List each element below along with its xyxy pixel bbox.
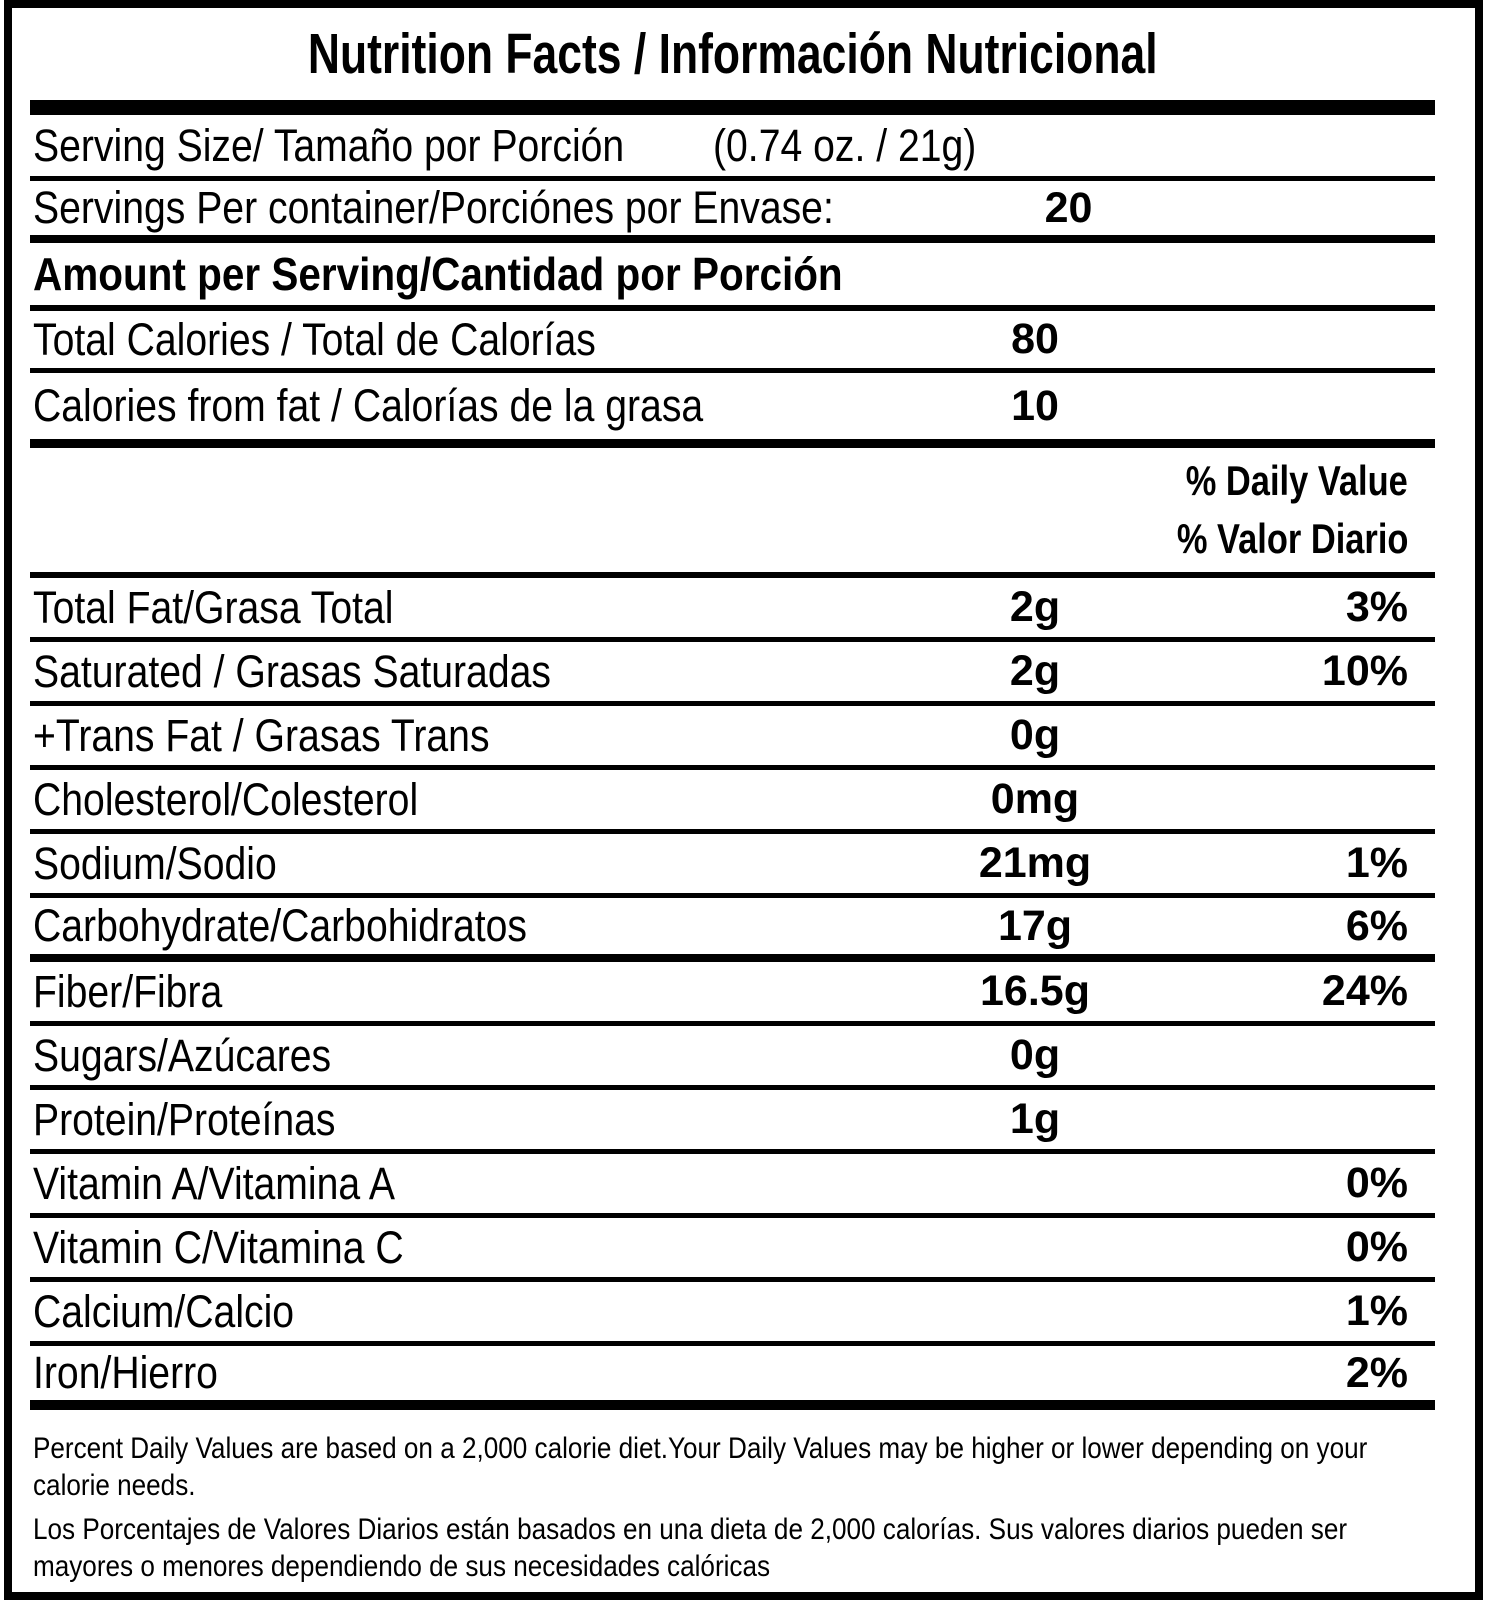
footnote-text [33,1430,1435,1585]
calories-from-fat-label-cell [30,380,920,432]
nutrient-label-cell [30,582,920,634]
nutrient-dv: 3% [1345,583,1408,631]
nutrient-amount: 17g [997,901,1073,950]
table-row-vitamin-a [30,1154,1435,1218]
total-calories-row [30,311,1435,373]
page-title: Nutrition Facts / Información Nutricional [307,22,1158,86]
daily-value-header [30,448,1435,578]
nutrient-dv-cell [1150,967,1435,1016]
nutrient-label-cell [30,838,920,890]
nutrient-dv: 2% [1345,1348,1408,1397]
footnote-english: Percent Daily Values are based on a 2,000 calorie diet.Your Daily Values may be higher or lower depending on your calorie needs. [33,1432,1368,1502]
nutrient-dv-cell [1150,1223,1435,1272]
nutrient-label: Carbohydrate/Carbohidratos [33,900,528,951]
amount-per-serving-header: Amount per Serving/Cantidad por Porción [33,248,843,300]
nutrient-label: Sodium/Sodio [33,837,277,889]
nutrient-label: +Trans Fat / Grasas Trans [33,709,490,761]
table-row-trans-fat [30,706,1435,770]
nutrient-amount: 0g [1009,711,1061,759]
nutrient-amount-cell [920,647,1150,696]
nutrient-dv: 1% [1345,839,1408,887]
total-calories-label-cell [30,314,920,366]
nutrient-label: Calcium/Calcio [33,1285,295,1337]
nutrient-dv: 10% [1321,647,1408,695]
nutrient-label: Fiber/Fibra [33,965,223,1017]
servings-per-container-row [30,181,1435,243]
nutrient-label-cell [30,900,920,952]
nutrient-amount: 2g [1009,647,1061,695]
table-row-saturated-fat [30,642,1435,706]
nutrient-amount: 0g [1009,1031,1061,1079]
nutrient-dv-cell [1150,1349,1435,1398]
nutrient-label-cell [30,1158,920,1210]
daily-value-header-en: % Daily Value [1185,457,1408,505]
nutrient-dv: 1% [1345,1287,1408,1335]
nutrient-amount-cell [920,839,1150,888]
table-row-cholesterol [30,770,1435,834]
nutrient-amount-cell [920,1095,1150,1144]
total-calories-value: 80 [1011,315,1059,363]
nutrient-amount-cell [920,775,1150,824]
table-row-sodium [30,834,1435,898]
table-row-calcium [30,1282,1435,1346]
table-row-total-fat [30,578,1435,642]
nutrient-label-cell [30,1222,920,1274]
calories-from-fat-value-cell [920,382,1150,431]
servings-value-cell [953,184,1183,233]
title-separator-bar [30,100,1435,115]
nutrient-dv-cell [1150,647,1435,696]
nutrient-label: Vitamin C/Vitamina C [33,1221,404,1273]
nutrient-dv: 24% [1321,967,1408,1015]
nutrient-amount-cell [920,711,1150,760]
nutrient-label: Iron/Hierro [33,1347,218,1398]
table-row-fiber [30,962,1435,1026]
nutrient-dv: 6% [1345,901,1408,950]
nutrient-label: Sugars/Azúcares [33,1029,332,1081]
total-calories-label: Total Calories / Total de Calorías [33,313,596,365]
nutrient-label-cell [30,774,920,826]
footnote [30,1410,1435,1592]
nutrient-label-cell [30,710,920,762]
table-row-protein [30,1090,1435,1154]
nutrient-amount-cell [920,583,1150,632]
nutrient-amount-cell [920,967,1150,1016]
footnote-spanish: Los Porcentajes de Valores Diarios están basados en una dieta de 2,000 calorías. Sus valores diarios pueden ser mayores o menores dependiendo de sus necesidades calóricas [33,1513,1348,1583]
nutrient-dv-cell [1150,583,1435,632]
nutrient-dv: 0% [1345,1223,1408,1271]
nutrient-dv: 0% [1345,1159,1408,1207]
nutrient-label: Total Fat/Grasa Total [33,581,394,633]
nutrient-label-cell [30,1094,920,1146]
nutrient-amount: 21mg [978,839,1092,887]
serving-size-value: (0.74 oz. / 21g) [712,119,976,171]
nutrient-label-cell [30,1030,920,1082]
amount-header-cell [30,247,1435,301]
amount-per-serving-header-row [30,243,1435,311]
nutrient-dv-cell [1150,902,1435,951]
servings-label-cell [30,182,953,234]
nutrient-amount-cell [920,1031,1150,1080]
nutrient-amount: 2g [1009,583,1061,631]
nutrient-dv-cell [1150,1287,1435,1336]
nutrient-label: Saturated / Grasas Saturadas [33,645,551,697]
calories-from-fat-label: Calories from fat / Calorías de la grasa [33,380,704,431]
table-row-iron [30,1346,1435,1410]
nutrient-amount: 16.5g [980,967,1090,1015]
nutrient-amount: 1g [1009,1095,1061,1143]
nutrient-amount-cell [920,902,1150,951]
serving-size-label: Serving Size/ Tamaño por Porción [33,119,625,171]
nutrient-label-cell [30,1347,920,1399]
nutrient-dv-cell [1150,1159,1435,1208]
table-row-carbohydrate [30,898,1435,962]
serving-size-label-cell [30,120,713,172]
servings-per-container-label: Servings Per container/Porciónes por Envase: [33,182,834,233]
table-row-vitamin-c [30,1218,1435,1282]
total-calories-value-cell [920,315,1150,364]
label-content [30,8,1435,1592]
nutrient-label: Vitamin A/Vitamina A [33,1157,395,1209]
nutrient-dv-cell [1150,839,1435,888]
daily-value-header-es: % Valor Diario [1176,514,1408,562]
label-header [30,8,1435,100]
calories-from-fat-row [30,373,1435,448]
serving-size-row [30,115,1435,181]
servings-per-container-value: 20 [1044,183,1093,232]
nutrition-facts-label [4,0,1483,1600]
nutrient-label: Cholesterol/Colesterol [33,773,419,825]
serving-size-value-cell [713,120,1435,172]
calories-from-fat-value: 10 [1011,381,1059,430]
table-row-sugars [30,1026,1435,1090]
nutrient-label-cell [30,646,920,698]
nutrient-amount: 0mg [990,775,1080,823]
nutrient-label-cell [30,966,920,1018]
nutrient-label: Protein/Proteínas [33,1093,336,1145]
nutrient-label-cell [30,1286,920,1338]
